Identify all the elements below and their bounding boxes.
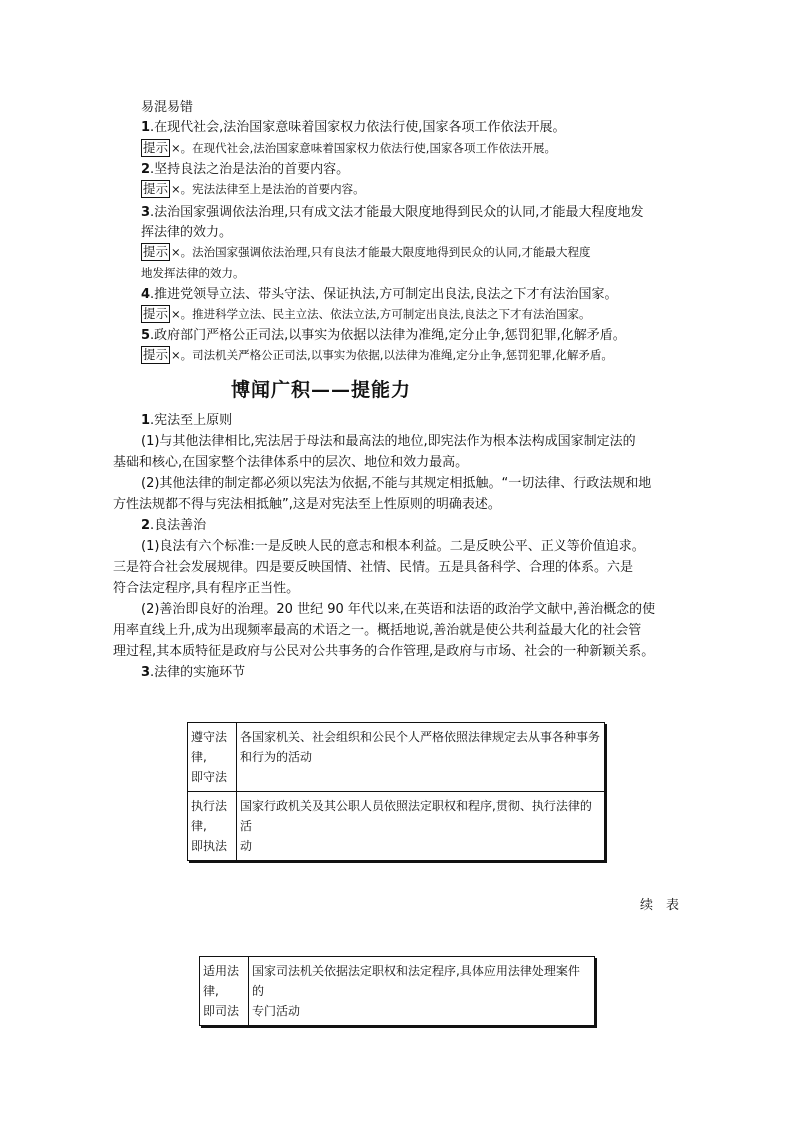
- desc-line2: 和行为的活动: [240, 750, 313, 764]
- hint-label: 提示: [143, 347, 169, 362]
- table-desc-cell: [237, 723, 605, 792]
- hint-label: 提示: [143, 181, 169, 196]
- table-label-cell: 适用法 律, 即司法: [200, 957, 249, 1026]
- table-desc-cell: [237, 792, 605, 861]
- hint-2: [141, 180, 365, 199]
- sec1-p1-l1: (1)与其他法律相比,宪法居于母法和最高法的地位,即宪法作为根本法构成国家制定法的: [141, 434, 636, 449]
- sec1-p1-l2: 基础和核心,在国家整个法律体系中的层次、地位和效力最高。: [113, 455, 469, 470]
- quiz-item-1: [141, 118, 565, 137]
- item-text-line1: .法治国家强调依法治理,只有成文法才能最大限度地得到民众的认同,才能最大程度地发: [150, 205, 644, 220]
- hint-label: 提示: [143, 244, 169, 259]
- item-number: 1: [141, 120, 151, 135]
- law-table-2: [199, 956, 595, 1026]
- sec-title-text: .宪法至上原则: [150, 413, 233, 428]
- continued-label: 续 表: [640, 898, 680, 913]
- desc-line1: 各国家机关、社会组织和公民个人严格依照法律规定去从事各种事务: [240, 730, 601, 744]
- quiz-item-3-cont: 挥法律的效力。: [141, 225, 233, 240]
- table-row: [188, 723, 605, 792]
- sec-title-text: .良法善治: [150, 518, 207, 533]
- desc-line2: 动: [240, 839, 253, 853]
- sec2-p1-l1: (1)良法有六个标准:一是反映人民的意志和根本利益。二是反映公平、正义等价值追求。: [141, 539, 645, 554]
- law-table-1: [187, 722, 605, 861]
- sec1-p2-l2: 方性法规都不得与宪法相抵触”,这是对宪法至上性原则的明确表述。: [113, 497, 501, 512]
- table-label-cell: 遵守法 律, 即守法: [188, 723, 237, 792]
- item-number: 5: [141, 328, 151, 343]
- hint-label: 提示: [143, 140, 169, 155]
- item-number: 2: [141, 162, 151, 177]
- sec2-p2-l3: 理过程,其本质特征是政府与公民对公共事务的合作管理,是政府与市场、社会的一种新颖关系。: [113, 644, 655, 659]
- sec-number: 1: [141, 413, 151, 428]
- desc-line1: 国家行政机关及其公职人员依照法定职权和程序,贯彻、执行法律的活: [240, 799, 592, 833]
- sec1-title: [141, 410, 232, 431]
- hint-1: [141, 139, 556, 158]
- hint-text-line1: ×。法治国家强调依法治理,只有良法才能最大限度地得到民众的认同,才能最大程度: [171, 245, 591, 259]
- hint-text: ×。宪法法律至上是法治的首要内容。: [171, 182, 365, 196]
- item-number: 4: [141, 287, 151, 302]
- hint-3: [141, 243, 590, 262]
- sec-number: 3: [141, 665, 151, 680]
- hint-5: [141, 346, 613, 365]
- desc-line2: 专门活动: [252, 1004, 301, 1018]
- table-label-cell: 执行法 律, 即执法: [188, 792, 237, 861]
- section-heading: 博闻广积——提能力: [231, 379, 412, 401]
- sec3-title: [141, 662, 245, 683]
- item-text: .坚持良法之治是法治的首要内容。: [150, 162, 350, 177]
- sec-title-text: .法律的实施环节: [150, 665, 246, 680]
- hint-4: [141, 305, 590, 324]
- table-row: [188, 792, 605, 861]
- quiz-item-4: [141, 285, 617, 304]
- hint-text: ×。司法机关严格公正司法,以事实为依据,以法律为准绳,定分止争,惩罚犯罪,化解矛盾。: [171, 348, 613, 362]
- hint-text: ×。在现代社会,法治国家意味着国家权力依法行使,国家各项工作依法开展。: [171, 141, 556, 155]
- table-desc-cell: [249, 957, 595, 1026]
- sec2-p2-l2: 用率直线上升,成为出现频率最高的术语之一。概括地说,善治就是使公共利益最大化的社会管: [113, 623, 642, 638]
- table-row: [200, 957, 595, 1026]
- section-label: 易混易错: [141, 100, 194, 115]
- quiz-item-3: [141, 203, 643, 222]
- sec2-p1-l2: 三是符合社会发展规律。四是要反映国情、社情、民情。五是具备科学、合理的体系。六是: [113, 560, 634, 575]
- item-text: .在现代社会,法治国家意味着国家权力依法行使,国家各项工作依法开展。: [150, 120, 566, 135]
- sec2-p2-l1: (2)善治即良好的治理。20 世纪 90 年代以来,在英语和法语的政治学文献中,善治概念的使: [141, 602, 656, 617]
- hint-text: ×。推进科学立法、民主立法、依法立法,方可制定出良法,良法之下才有法治国家。: [171, 307, 591, 321]
- quiz-item-5: [141, 326, 626, 345]
- item-text: .推进党领导立法、带头守法、保证执法,方可制定出良法,良法之下才有法治国家。: [150, 287, 618, 302]
- sec2-p1-l3: 符合法定程序,具有程序正当性。: [113, 581, 300, 596]
- desc-line1: 国家司法机关依据法定职权和法定程序,具体应用法律处理案件的: [252, 964, 580, 998]
- item-text: .政府部门严格公正司法,以事实为依据以法律为准绳,定分止争,惩罚犯罪,化解矛盾。: [150, 328, 626, 343]
- sec-number: 2: [141, 518, 151, 533]
- hint-3-cont: 地发挥法律的效力。: [141, 266, 245, 280]
- sec2-title: [141, 515, 206, 536]
- sec1-p2-l1: (2)其他法律的制定都必须以宪法为依据,不能与其规定相抵触。“一切法律、行政法规和地: [141, 476, 652, 491]
- item-number: 3: [141, 205, 151, 220]
- quiz-item-2: [141, 160, 349, 179]
- hint-label: 提示: [143, 306, 169, 321]
